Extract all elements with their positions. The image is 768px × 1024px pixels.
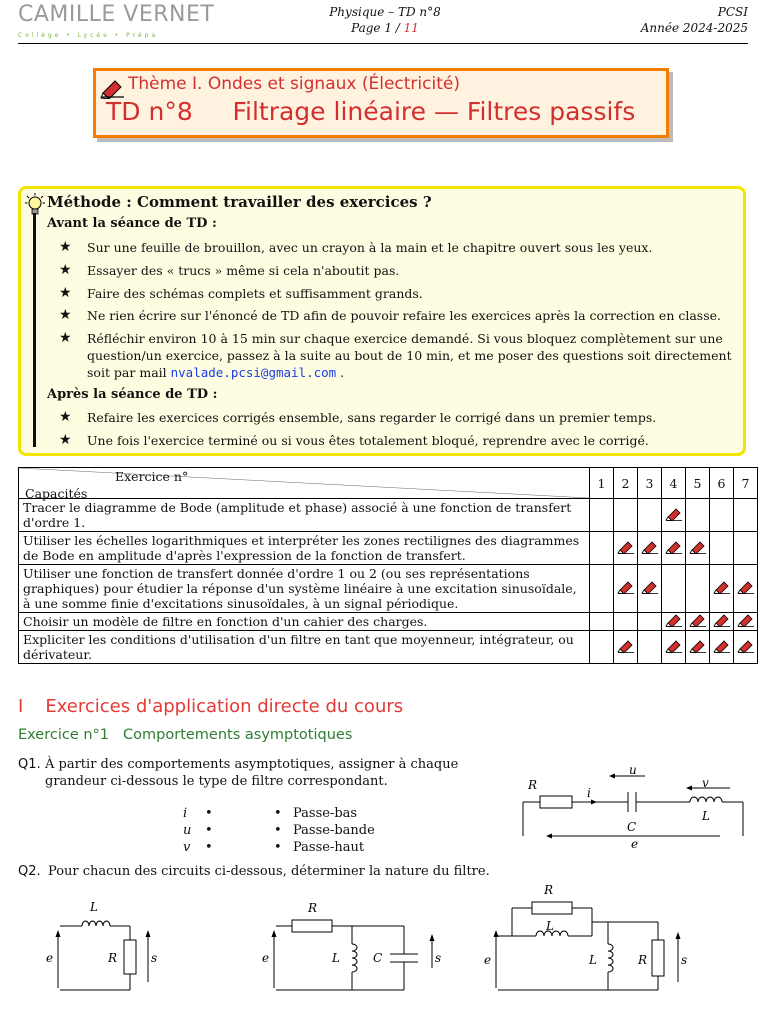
capacity-text: Utiliser une fonction de transfert donnée d'ordre 1 ou 2 (ou ses représentations graphiques) pour étudier la réponse d'un système linéaire à une excitation sinusoïdale, à une somme finie d'excitations sinusoïdales, à un signal périodique. <box>19 565 590 613</box>
list-item-text: Ne rien écrire sur l'énoncé de TD afin de pouvoir refaire les exercices après la correction en classe. <box>87 308 722 323</box>
table-row <box>19 499 758 532</box>
section-heading <box>18 696 403 717</box>
school-logo: CAMILLE VERNET <box>18 2 215 27</box>
list-item: ★ Refaire les exercices corrigés ensemble, sans regarder le corrigé dans un premier temps. <box>61 409 736 426</box>
empty-cell <box>590 532 614 565</box>
method-box <box>18 186 746 456</box>
list-item: ★ Réfléchir environ 10 à 15 min sur chaque exercice demandé. Si vous bloquez complètement sur une question/un exercice, passez à la suite au bout de 10 min, et me poser des questions soit directement soit par mail nvalade.pcsi@gmail.com . <box>59 330 732 380</box>
pencil-icon <box>100 77 126 99</box>
exercise-col-header: 6 <box>710 468 734 499</box>
list-item-text: Réfléchir environ 10 à 15 min sur chaque exercice demandé. Si vous bloquez complètement sur une question/un exercice, passez à la suite au bout de 10 min, et me poser des questions soit directement soit par mail <box>87 331 732 380</box>
list-item-end: . <box>336 365 345 380</box>
exercise-col-header: 7 <box>734 468 758 499</box>
capacity-text: Tracer le diagramme de Bode (amplitude et phase) associé à une fonction de transfert d'ordre 1. <box>19 499 590 532</box>
table-row <box>19 565 758 613</box>
label-s: s <box>681 953 688 967</box>
page-total-link[interactable]: 11 <box>403 21 419 35</box>
header-rule <box>18 43 748 44</box>
pencil-icon <box>710 631 734 664</box>
pencil-icon <box>686 532 710 565</box>
match-row: i • • Passe-bas <box>183 806 358 821</box>
match-left: u <box>183 823 192 838</box>
pencil-icon <box>734 631 758 664</box>
label-e: e <box>484 953 492 967</box>
label-C: C <box>627 820 637 834</box>
pencil-icon <box>734 565 758 613</box>
capacities-table <box>18 467 758 664</box>
corner-capacities-label: Capacités <box>25 486 88 501</box>
match-right: Passe-bande <box>293 823 375 838</box>
header-year: Année 2024-2025 <box>640 21 748 35</box>
pencil-icon <box>638 565 662 613</box>
label-i: i <box>587 786 591 800</box>
list-item: ★ Une fois l'exercice terminé ou si vous êtes totalement bloqué, reprendre avec le corrigé. <box>61 432 736 449</box>
empty-cell <box>590 565 614 613</box>
exercise-heading <box>18 727 352 743</box>
capacity-text: Utiliser les échelles logarithmiques et interpréter les zones rectilignes des diagrammes de Bode en amplitude d'après l'expression de la fonction de transfert. <box>19 532 590 565</box>
exercise-col-header: 4 <box>662 468 686 499</box>
label-e: e <box>262 951 270 965</box>
list-item: ★ Sur une feuille de brouillon, avec un crayon à la main et le chapitre ouvert sous les yeux. <box>61 239 736 256</box>
match-row: u • • Passe-bande <box>183 823 375 838</box>
label-s: s <box>151 951 158 965</box>
td-title: TD n°8 Filtrage linéaire — Filtres passifs <box>106 97 636 126</box>
table-row <box>19 613 758 631</box>
label-C: C <box>373 951 383 965</box>
corner-exercise-label: Exercice n° <box>115 469 189 484</box>
match-left: i <box>183 806 188 821</box>
empty-cell <box>590 499 614 532</box>
label-L: L <box>90 900 98 914</box>
pencil-icon <box>686 631 710 664</box>
table-corner-cell <box>19 468 590 499</box>
table-row <box>19 532 758 565</box>
pencil-icon <box>686 613 710 631</box>
exercise-col-header: 3 <box>638 468 662 499</box>
match-left: v <box>183 840 191 855</box>
question-2 <box>18 863 718 880</box>
pencil-icon <box>614 631 638 664</box>
rlc-series-circuit <box>515 764 750 856</box>
page-label: Page 1 / <box>351 21 404 35</box>
label-L: L <box>332 951 340 965</box>
label-L: L <box>702 809 710 823</box>
pencil-icon <box>614 565 638 613</box>
label-e: e <box>46 951 54 965</box>
pencil-icon <box>710 565 734 613</box>
label-R: R <box>528 778 538 792</box>
capacity-text: Expliciter les conditions d'utilisation d'un filtre en tant que moyenneur, intégrateur, ou dérivateur. <box>19 631 590 664</box>
empty-cell <box>662 565 686 613</box>
question-label: Q2. <box>18 864 41 879</box>
empty-cell <box>734 532 758 565</box>
circuit-rl-bridge-filter <box>480 880 705 1000</box>
label-u: u <box>629 764 637 777</box>
pencil-icon <box>662 499 686 532</box>
exercise-title: Comportements asymptotiques <box>123 727 353 743</box>
label-R: R <box>308 901 318 915</box>
label-R: R <box>108 951 118 965</box>
table-row <box>19 631 758 664</box>
label-L: L <box>546 919 554 933</box>
exercise-col-header: 2 <box>614 468 638 499</box>
empty-cell <box>614 613 638 631</box>
empty-cell <box>590 631 614 664</box>
empty-cell <box>710 532 734 565</box>
empty-cell <box>638 499 662 532</box>
list-item: ★ Faire des schémas complets et suffisamment grands. <box>61 285 736 302</box>
match-row: v • • Passe-haut <box>183 840 365 855</box>
question-text: Pour chacun des circuits ci-dessous, déterminer la nature du filtre. <box>48 864 490 879</box>
match-right: Passe-bas <box>293 806 358 821</box>
after-title: Après la séance de TD : <box>47 387 218 402</box>
pencil-icon <box>662 532 686 565</box>
school-logo-subtitle: Collège • Lycée • Prépa <box>18 32 159 39</box>
circuit-lr-filter <box>40 898 170 1000</box>
label-e: e <box>631 837 639 851</box>
exercise-col-header: 5 <box>686 468 710 499</box>
matching-exercise <box>183 805 383 856</box>
header-class: PCSI <box>717 5 748 19</box>
title-box <box>93 68 669 138</box>
empty-cell <box>614 499 638 532</box>
pencil-icon <box>662 613 686 631</box>
method-side-bar <box>33 213 36 447</box>
header-subject: Physique – TD n°8 <box>329 5 441 19</box>
pencil-icon <box>710 613 734 631</box>
list-item-text: Une fois l'exercice terminé ou si vous êtes totalement bloqué, reprendre avec le corrigé. <box>87 433 649 448</box>
pencil-icon <box>614 532 638 565</box>
list-item: ★ Ne rien écrire sur l'énoncé de TD afin de pouvoir refaire les exercices après la correction en classe. <box>61 307 736 324</box>
label-L: L <box>589 953 597 967</box>
pencil-icon <box>734 613 758 631</box>
empty-cell <box>686 499 710 532</box>
empty-cell <box>686 565 710 613</box>
empty-cell <box>734 499 758 532</box>
question-label: Q1. <box>18 757 41 772</box>
match-right: Passe-haut <box>293 840 365 855</box>
pencil-icon <box>662 631 686 664</box>
email-link[interactable]: nvalade.pcsi@gmail.com <box>170 365 337 380</box>
empty-cell <box>638 631 662 664</box>
circuit-rlc-parallel-filter <box>262 898 452 1000</box>
label-s: s <box>435 951 442 965</box>
exercise-col-header: 1 <box>590 468 614 499</box>
method-title: Méthode : Comment travailler des exercices ? <box>47 193 432 211</box>
list-item-text: Essayer des « trucs » même si cela n'aboutit pas. <box>87 263 400 278</box>
list-item-text: Refaire les exercices corrigés ensemble, sans regarder le corrigé dans un premier temps. <box>87 410 657 425</box>
question-text: À partir des comportements asymptotiques, assigner à chaque grandeur ci-dessous le type de filtre correspondant. <box>45 757 459 789</box>
list-item-text: Sur une feuille de brouillon, avec un crayon à la main et le chapitre ouvert sous les yeux. <box>87 240 653 255</box>
empty-cell <box>710 499 734 532</box>
corner-diagonal <box>19 468 589 498</box>
theme-title: Thème I. Ondes et signaux (Électricité) <box>128 74 460 94</box>
empty-cell <box>590 613 614 631</box>
capacity-text: Choisir un modèle de filtre en fonction d'un cahier des charges. <box>19 613 590 631</box>
section-number: I <box>18 696 24 717</box>
empty-cell <box>638 613 662 631</box>
header-page <box>300 21 470 35</box>
section-title: Exercices d'application directe du cours <box>45 696 404 717</box>
label-R: R <box>544 883 554 897</box>
table-header-row <box>19 468 758 499</box>
list-item: ★ Essayer des « trucs » même si cela n'aboutit pas. <box>61 262 736 279</box>
question-1 <box>18 756 496 790</box>
before-title: Avant la séance de TD : <box>47 216 217 231</box>
label-v: v <box>702 776 709 790</box>
exercise-number: Exercice n°1 <box>18 727 110 743</box>
label-R: R <box>638 953 648 967</box>
pencil-icon <box>638 532 662 565</box>
list-item-text: Faire des schémas complets et suffisamment grands. <box>87 286 423 301</box>
